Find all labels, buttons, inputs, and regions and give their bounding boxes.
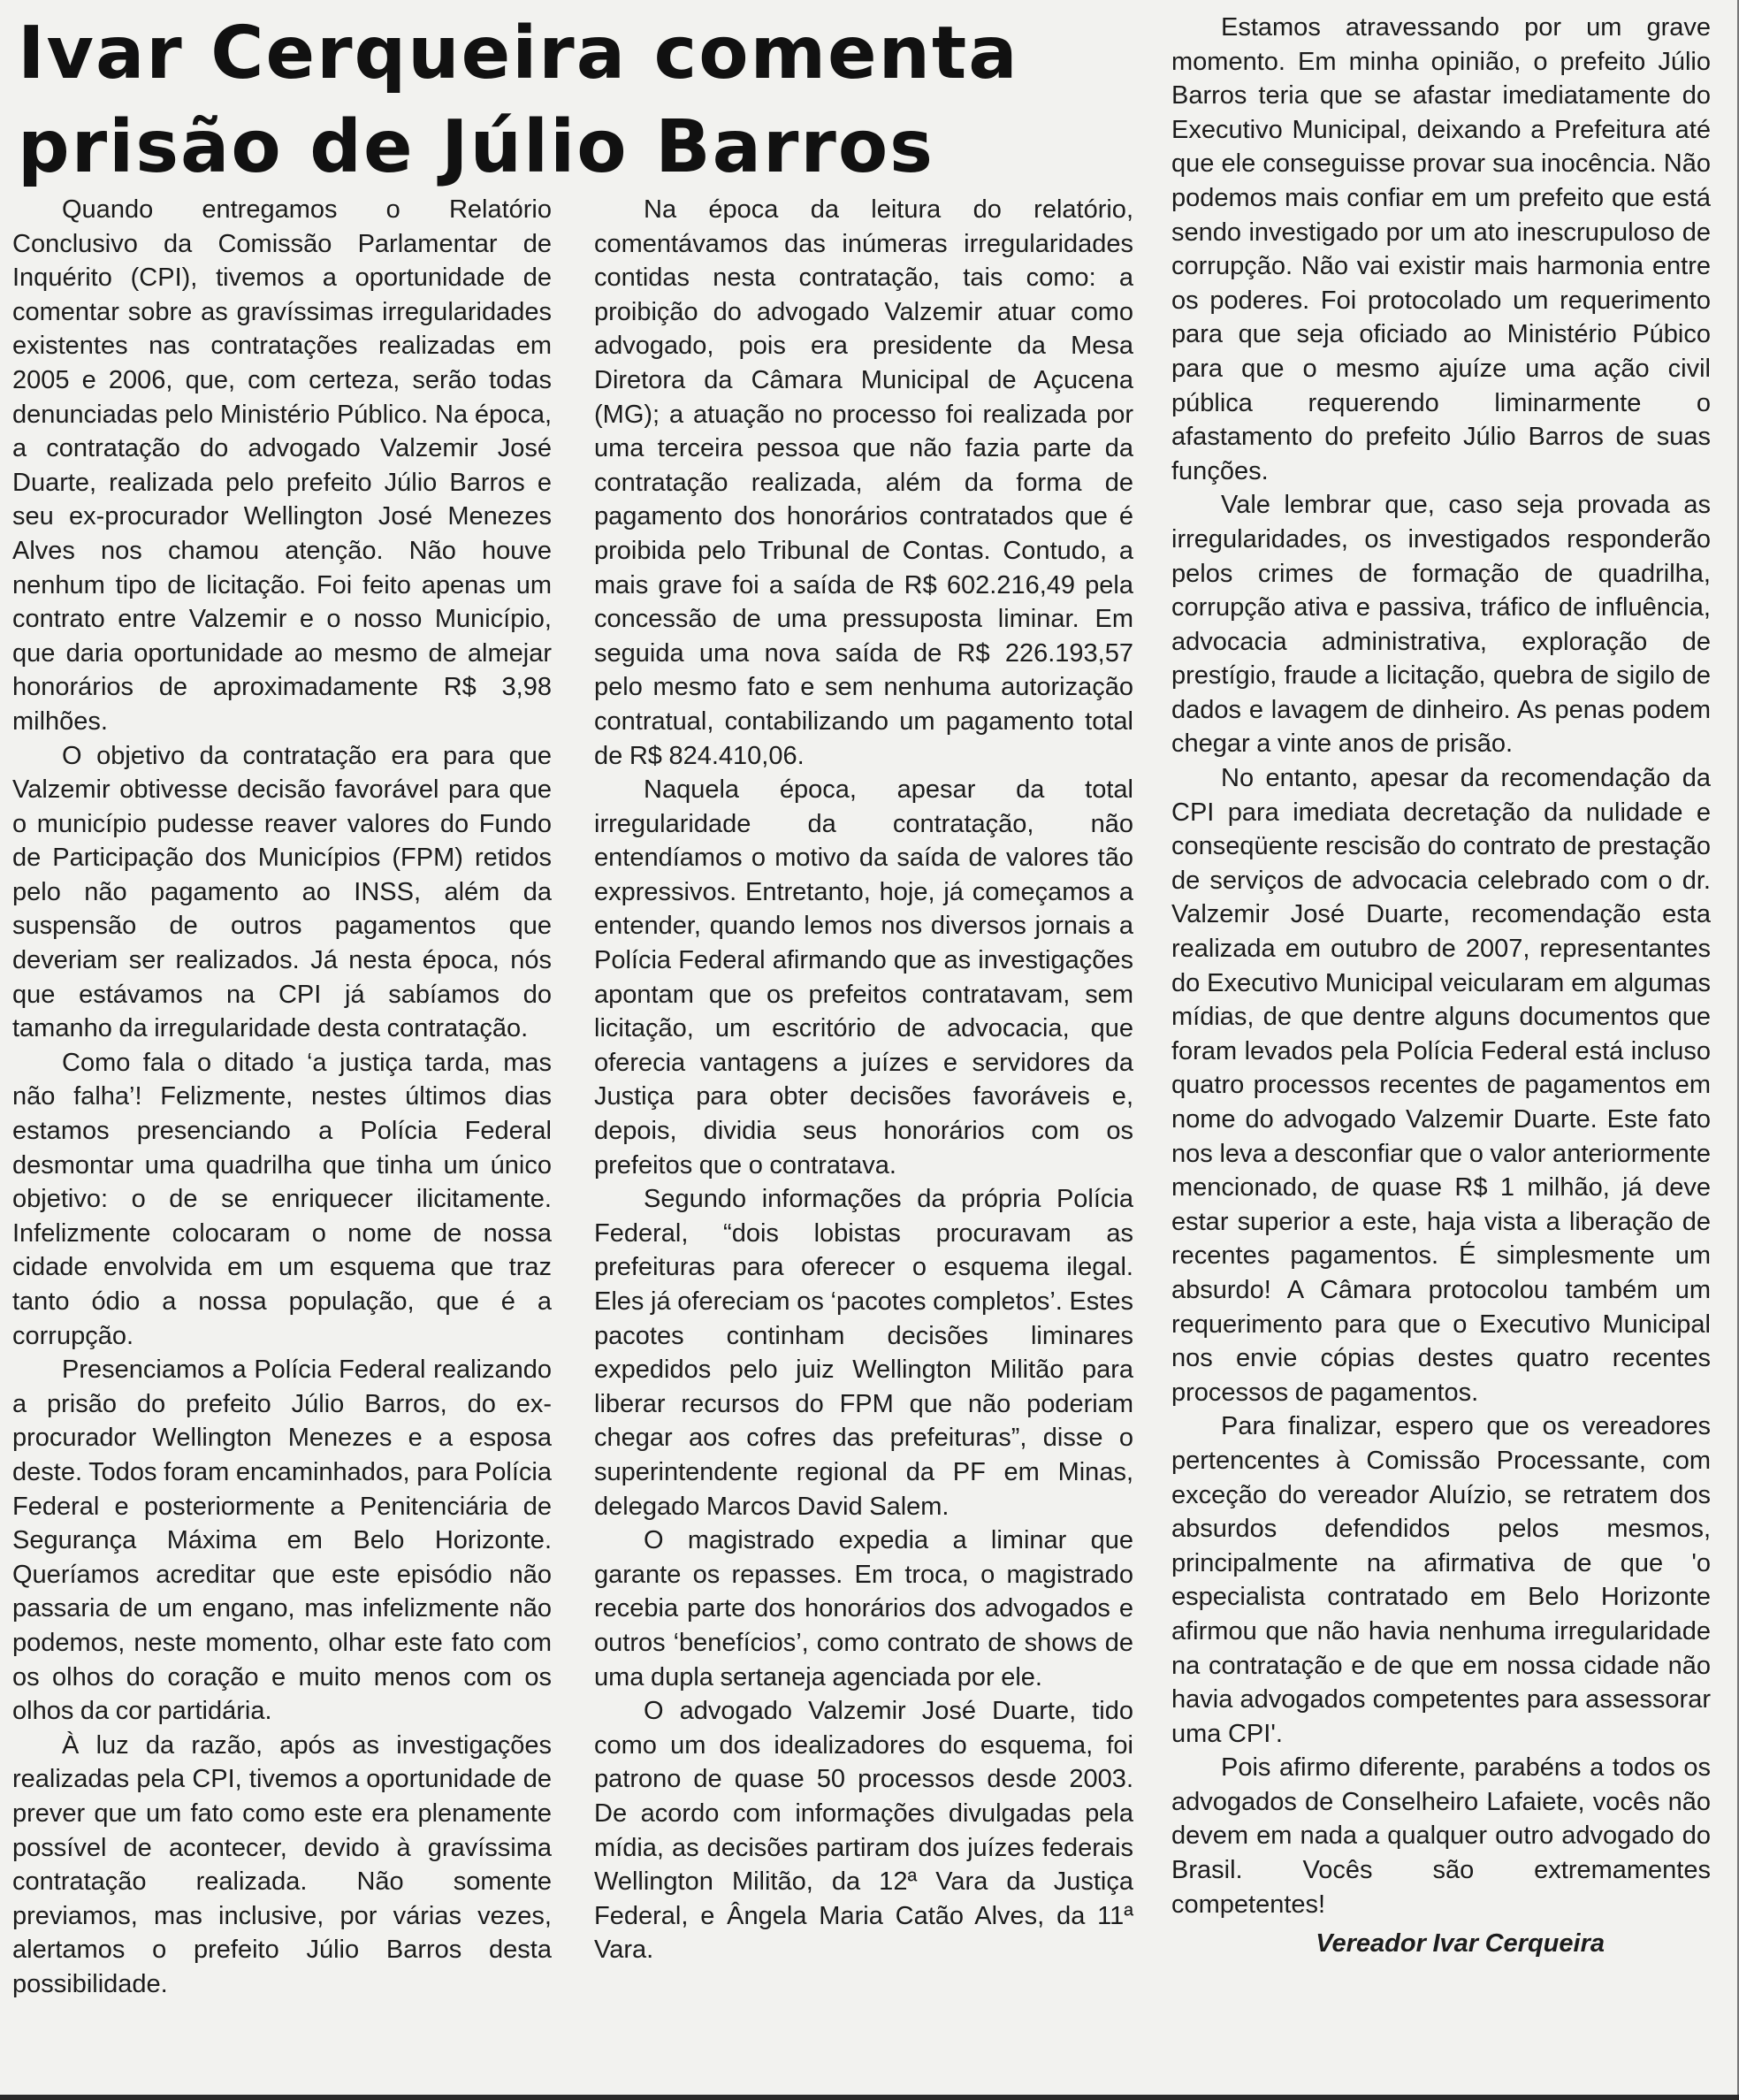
paragraph: À luz da razão, após as investigações realizadas pela CPI, tivemos a oportunidade de prever que um fato como este era plenamente possível de acontecer, devido à gravíssima contratação realizada. Não somente previamos, mas inclusive, por várias vezes, alertamos o prefeito Júlio Barros desta possibilidade. — [12, 1730, 552, 1998]
paragraph: O objetivo da contratação era para que Valzemir obtivesse decisão favorável para que o município pudesse reaver valores do Fundo de Participação dos Municípios (FPM) retidos pelo não pagamento ao INSS, além da suspensão de outros pagamentos que deveriam ser realizados. Já nesta época, nós que estávamos na CPI já sabíamos do tamanho da irregularidade desta contratação. — [12, 741, 552, 1043]
bottom-rule — [0, 2095, 1739, 2100]
paragraph: Segundo informações da própria Polícia Federal, “dois lobistas procuravam as prefeituras para oferecer o esquema ilegal. Eles já ofereciam os ‘pacotes completos’. Estes pacotes continham decisões liminares expedidos pelo juiz Wellington Militão para liberar recursos do FPM que não poderiam chegar aos cofres das prefeituras”, disse o superintendente regional da PF em Minas, delegado Marcos David Salem. — [594, 1185, 1133, 1521]
paragraph: Como fala o ditado ‘a justiça tarda, mas não falha’! Felizmente, nestes últimos dias estamos presenciando a Polícia Federal desmontar uma quadrilha que tinha um único objetivo: o de se enriquecer ilicitamente. Infelizmente colocaram o nome de nossa cidade envolvida em um esquema que traz tanto ódio a nossa população, que é a corrupção. — [12, 1048, 552, 1350]
article-column-3 — [1171, 11, 1711, 1961]
article-column-1 — [12, 193, 552, 2001]
paragraph: Estamos atravessando por um grave momento. Em minha opinião, o prefeito Júlio Barros teria que se afastar imediatamente do Executivo Municipal, deixando a Prefeitura até que ele conseguisse provar sua inocência. Não podemos mais confiar em um prefeito que está sendo investigado por um ato inescrupuloso de corrupção. Não vai existir mais harmonia entre os poderes. Foi protocolado um requerimento para que seja oficiado ao Ministério Púbico para que o mesmo ajuíze uma ação civil pública requerendo liminarmente o afastamento do prefeito Júlio Barros de suas funções. — [1171, 13, 1711, 485]
paragraph: Para finalizar, espero que os vereadores pertencentes à Comissão Processante, com exceção do vereador Aluízio, se retratem dos absurdos defendidos pelos mesmos, principalmente na afirmativa de que 'o especialista contratado em Belo Horizonte afirmou que não havia nenhuma irregularidade na contratação e de que em nossa cidade não havia advogados competentes para assessorar uma CPI'. — [1171, 1412, 1711, 1748]
author-signature: Vereador Ivar Cerqueira — [1316, 1929, 1605, 1959]
paragraph: No entanto, apesar da recomendação da CPI para imediata decretação da nulidade e conseqüente rescisão do contrato de prestação de serviços de advocacia celebrado com o dr. Valzemir José Duarte, recomendação esta realizada em outubro de 2007, representantes do Executivo Municipal veicularam em algumas mídias, de que dentre alguns documentos que foram levados pela Polícia Federal está incluso quatro processos recentes de pagamentos em nome do advogado Valzemir Duarte. Este fato nos leva a desconfiar que o valor anteriormente mencionado, de quase R$ 1 milhão, já deve estar superior a este, haja vista a liberação de recentes pagamentos. É simplesmente um absurdo! A Câmara protocolou também um requerimento para que o Executivo Municipal nos envie cópias destes quatro recentes processos de pagamentos. — [1171, 764, 1711, 1407]
paragraph: Presenciamos a Polícia Federal realizando a prisão do prefeito Júlio Barros, do ex-procurador Wellington Menezes e a esposa deste. Todos foram encaminhados, para Polícia Federal e posteriormente a Penitenciária de Segurança Máxima em Belo Horizonte. Queríamos acreditar que este episódio não passaria de um engano, mas infelizmente não podemos, neste momento, olhar este fato com os olhos do coração e muito menos com os olhos da cor partidária. — [12, 1355, 552, 1726]
paragraph: Na época da leitura do relatório, comentávamos das inúmeras irregularidades contidas nesta contratação, tais como: a proibição do advogado Valzemir atuar como advogado, pois era presidente da Mesa Diretora da Câmara Municipal de Açucena (MG); a atuação no processo foi realizada por uma terceira pessoa que não fazia parte da contratação realizada, além da forma de pagamento dos honorários contratados que é proibida pelo Tribunal de Contas. Contudo, a mais grave foi a saída de R$ 602.216,49 pela concessão de uma pressuposta liminar. Em seguida uma nova saída de R$ 226.193,57 pelo mesmo fato e sem nenhuma autorização contratual, contabilizando um pagamento total de R$ 824.410,06. — [594, 195, 1133, 770]
paragraph: Pois afirmo diferente, parabéns a todos os advogados de Conselheiro Lafaiete, vocês não devem em nada a qualquer outro advogado do Brasil. Vocês são extremamentes competentes! — [1171, 1753, 1711, 1919]
headline: Ivar Cerqueira comenta prisão de Júlio Barros — [18, 11, 1019, 189]
paragraph: Vale lembrar que, caso seja provada as irregularidades, os investigados responderão pelos crimes de formação de quadrilha, corrupção ativa e passiva, tráfico de influência, advocacia administrativa, exploração de prestígio, fraude a licitação, quebra de sigilo de dados e lavagem de dinheiro. As penas podem chegar a vinte anos de prisão. — [1171, 491, 1711, 759]
article-column-2 — [594, 193, 1133, 1967]
paragraph: Naquela época, apesar da total irregularidade da contratação, não entendíamos o motivo da saída de valores tão expressivos. Entretanto, hoje, já começamos a entender, quando lemos nos diversos jornais a Polícia Federal afirmando que as investigações apontam que os prefeitos contratavam, sem licitação, um escritório de advocacia, que oferecia vantagens a juízes e servidores da Justiça para obter decisões favoráveis e, depois, dividia seus honorários com os prefeitos que o contratava. — [594, 775, 1133, 1180]
paragraph: Quando entregamos o Relatório Conclusivo da Comissão Parlamentar de Inquérito (CPI), tivemos a oportunidade de comentar sobre as gravíssimas irregularidades existentes nas contratações realizadas em 2005 e 2006, que, com certeza, serão todas denunciadas pelo Ministério Público. Na época, a contratação do advogado Valzemir José Duarte, realizada pelo prefeito Júlio Barros e seu ex-procurador Wellington José Menezes Alves nos chamou atenção. Não houve nenhum tipo de licitação. Foi feito apenas um contrato entre Valzemir e o nosso Município, que daria oportunidade ao mesmo de almejar honorários de aproximadamente R$ 3,98 milhões. — [12, 195, 552, 736]
paragraph: O advogado Valzemir José Duarte, tido como um dos idealizadores do esquema, foi patrono de quase 50 processos desde 2003. De acordo com informações divulgadas pela mídia, as decisões partiram dos juízes federais Wellington Militão, da 12ª Vara da Justiça Federal, e Ângela Maria Catão Alves, da 11ª Vara. — [594, 1697, 1133, 1965]
paragraph: O magistrado expedia a liminar que garante os repasses. Em troca, o magistrado recebia parte dos honorários dos advogados e outros ‘benefícios’, como contrato de shows de uma dupla sertaneja agenciada por ele. — [594, 1526, 1133, 1691]
